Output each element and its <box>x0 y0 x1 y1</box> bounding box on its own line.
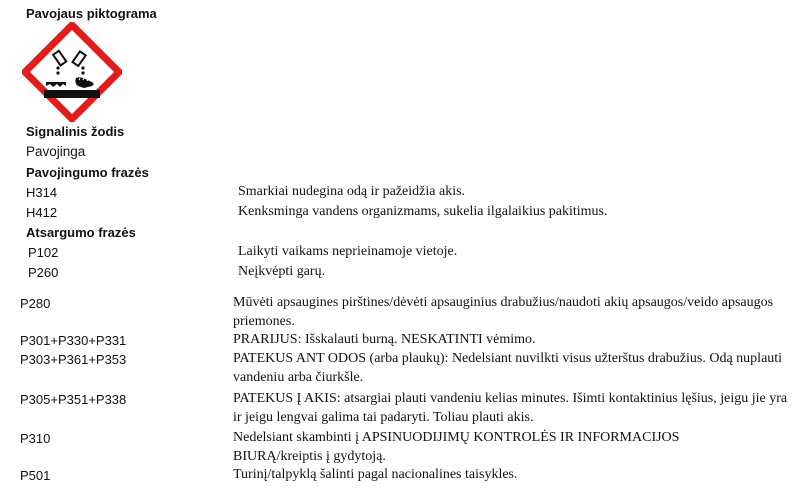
precaution-text: Laikyti vaikams neprieinamoje vietoje. <box>238 244 458 259</box>
hazard-code: H412 <box>26 205 58 220</box>
precaution-code: P305+P351+P338 <box>20 392 127 407</box>
precaution-code: P310 <box>20 431 51 446</box>
precaution-code: P301+P330+P331 <box>20 333 127 348</box>
hazard-text: Kenksminga vandens organizmams, sukelia ilgalaikius pakitimus. <box>238 204 608 219</box>
precaution-code: P280 <box>20 296 51 311</box>
hazard-text: Smarkiai nudegina odą ir pažeidžia akis. <box>238 184 466 199</box>
precaution-code: P102 <box>28 245 59 260</box>
precaution-text: PATEKUS Į AKIS: atsargiai plauti vandeniu kelias minutes. Išimti kontaktinius lęšius, jeigu jie yra ir jeigu lengvai galima tai padaryti. Toliau plauti akis. <box>233 391 788 425</box>
signal-word-heading: Signalinis žodis <box>26 124 125 139</box>
precaution-code: P303+P361+P353 <box>20 352 127 367</box>
precaution-text: PRARIJUS: Išskalauti burną. NESKATINTI vėmimo. <box>233 332 536 347</box>
precaution-text: PATEKUS ANT ODOS (arba plaukų): Nedelsiant nuvilkti visus užterštus drabužius. Odą nuplauti vandeniu arba čiurkšle. <box>233 351 783 385</box>
precaution-code: P260 <box>28 265 59 280</box>
signal-word: Pavojinga <box>26 144 86 159</box>
precaution-text: Turinį/talpyklą šalinti pagal nacionalines taisykles. <box>233 467 518 482</box>
corrosion-icon <box>22 22 122 122</box>
precaution-text: Neįkvėpti garų. <box>238 264 326 279</box>
precaution-text: Mūvėti apsaugines pirštines/dėvėti apsauginius drabužius/naudoti akių apsaugos/veido apsaugos priemones. <box>233 295 774 329</box>
precautionary-statements-heading: Atsargumo frazės <box>26 225 136 240</box>
pictogram-heading: Pavojaus piktograma <box>26 6 157 21</box>
hazard-statements-heading: Pavojingumo frazės <box>26 165 149 180</box>
precaution-code: P501 <box>20 468 51 483</box>
hazard-code: H314 <box>26 185 58 200</box>
precaution-text: Nedelsiant skambinti į APSINUODIJIMŲ KONTROLĖS IR INFORMACIJOS BIURĄ/kreiptis į gydytoją. <box>233 430 680 464</box>
